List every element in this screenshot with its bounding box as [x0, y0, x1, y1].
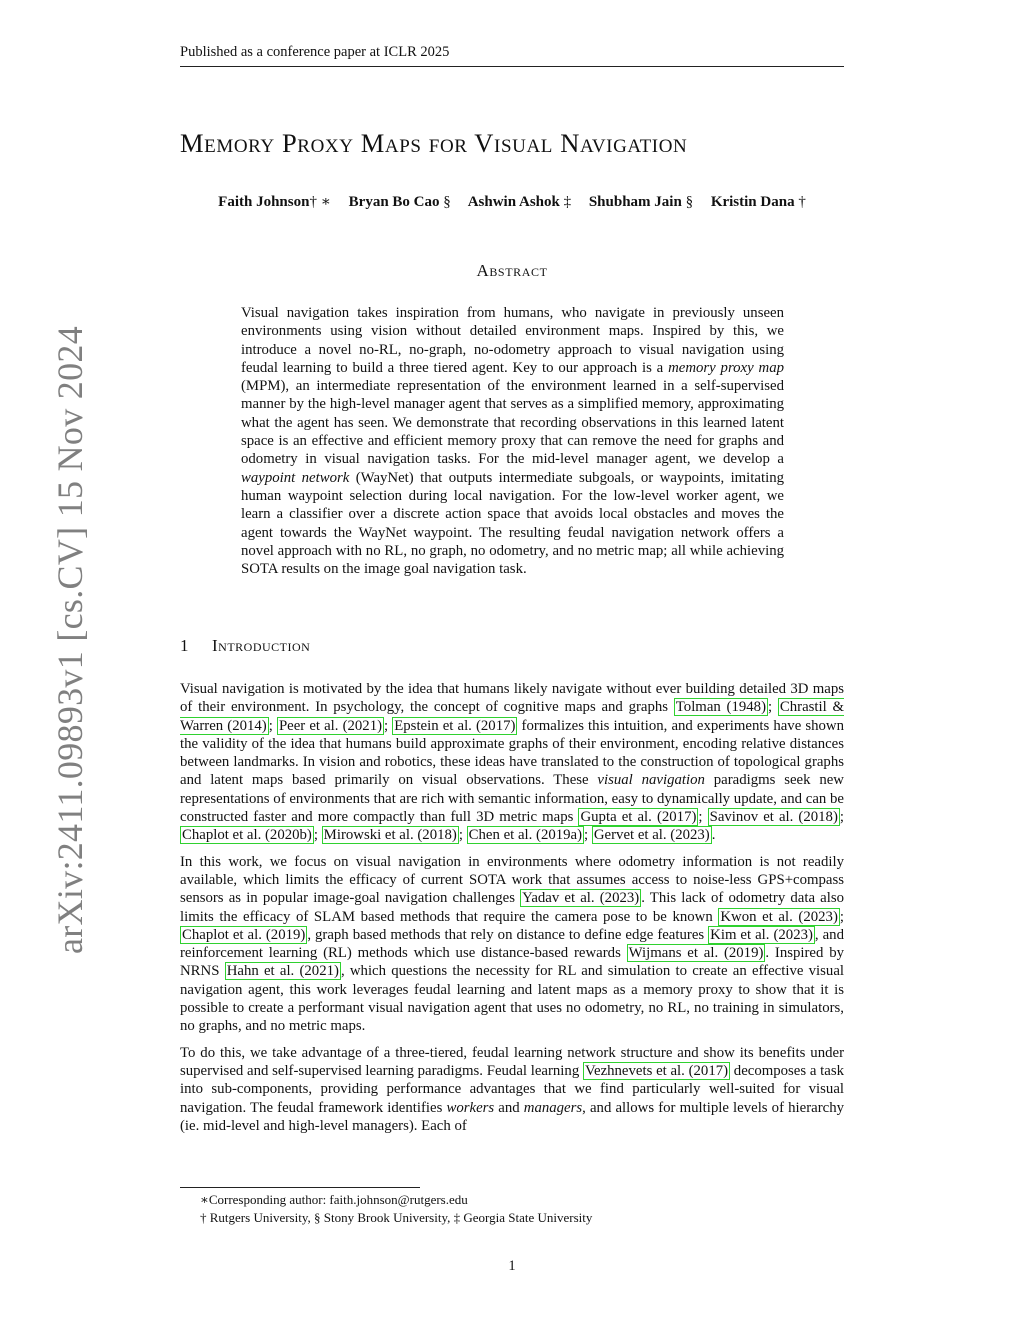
author-name: Faith Johnson — [218, 194, 310, 210]
author-name: Bryan Bo Cao — [348, 194, 440, 210]
citation-link[interactable]: Gervet et al. (2023) — [593, 827, 710, 844]
author-name: Kristin Dana — [710, 194, 795, 210]
footnote-rule — [180, 1187, 420, 1188]
author-list — [180, 192, 844, 211]
abstract-heading: Abstract — [476, 261, 548, 280]
author-affiliation-mark: ‡ — [563, 194, 572, 210]
section-title: Introduction — [212, 636, 311, 655]
citation-link[interactable]: Hahn et al. (2021) — [226, 963, 339, 980]
running-header: Published as a conference paper at ICLR 2025 — [180, 44, 844, 67]
section-heading — [180, 636, 310, 656]
footnote-affiliations: † Rutgers University, § Stony Brook University, ‡ Georgia State University — [200, 1210, 593, 1225]
citation-link[interactable]: Peer et al. (2021) — [278, 717, 383, 734]
citation-link[interactable]: Mirowski et al. (2018) — [323, 827, 457, 844]
citation-link[interactable]: Kim et al. (2023) — [710, 926, 813, 943]
footnotes — [180, 1191, 592, 1227]
section-number: 1 — [180, 636, 189, 655]
emphasis: managers — [523, 1099, 583, 1116]
citation-link[interactable]: Chrastil & Warren (2014) — [180, 699, 844, 734]
citation-link[interactable]: Gupta et al. (2017) — [580, 809, 697, 826]
citation-link[interactable]: Yadav et al. (2023) — [522, 890, 640, 907]
footnote-corresponding-author: ∗Corresponding author: faith.johnson@rutgers.edu — [200, 1192, 468, 1207]
author-name: Ashwin Ashok — [467, 194, 560, 210]
paragraph: Visual navigation is motivated by the idea that humans likely navigate without ever building detailed 3D maps of their environment. In psychology, the concept of cognitive maps and graphs Tolman (1948) ; Chrastil & Warren (2014) ; Peer et al. (2021) ; Epstein et al. (2017) formalizes this intuition, and experiments have shown the validity of the idea that humans build approximate graphs of their environment, encoding relative distances between landmarks. In vision and robotics, these ideas have translated to the construction of topological graphs and latent maps based primarily on visual observations. These visual navigation paradigms seek new representations of environments that are rich with semantic information, easy to dynamically update, and can be constructed faster and more compactly than full 3D metric maps Gupta et al. (2017) ; Savinov et al. (2018) ; Chaplot et al. (2020b) ; Mirowski et al. (2018) ; Chen et al. (2019a) ; Gervet et al. (2023) . — [180, 681, 845, 844]
arxiv-stamp: arXiv:2411.09893v1 [cs.CV] 15 Nov 2024 — [50, 325, 90, 955]
author-affiliation-mark: † ∗ — [309, 194, 331, 210]
citation-link[interactable]: Chaplot et al. (2019) — [182, 926, 306, 943]
citation-link[interactable]: Chaplot et al. (2020b) — [182, 827, 312, 844]
citation-link[interactable]: Epstein et al. (2017) — [394, 717, 516, 734]
emphasis: memory proxy map — [668, 359, 785, 376]
author-affiliation-mark: † — [798, 194, 806, 210]
citation-link[interactable]: Chen et al. (2019a) — [468, 827, 583, 844]
emphasis: workers — [446, 1099, 495, 1116]
emphasis: visual navigation — [597, 772, 705, 789]
page-number: 1 — [508, 1258, 516, 1274]
author-name: Shubham Jain — [588, 194, 682, 210]
citation-link[interactable]: Tolman (1948) — [675, 699, 766, 716]
abstract-text: Visual navigation takes inspiration from humans, who navigate in previously unseen environments using vision without detailed environment maps. Inspired by this, we introduce a novel no-RL, no-graph, no-odometry approach to visual navigation using feudal learning to build a three tiered agent. Key to our approach is a memory proxy map (MPM), an intermediate representation of the environment learned in a self-supervised manner by the high-level manager agent that serves as a simplified memory, approximating what the agent has seen. We demonstrate that recording observations in this learned latent space is an effective and efficient memory proxy that can remove the need for graphs and odometry in visual navigation tasks. For the mid-level manager agent, we develop a waypoint network (WayNet) that outputs intermediate subgoals, or waypoints, imitating human waypoint selection during local navigation. For the low-level worker agent, we learn a classifier over a discrete action space that avoids local obstacles and moves the agent towards the WayNet waypoint. The resulting feudal navigation network offers a novel approach with no RL, no graph, no odometry, and no metric map; all while achieving SOTA results on the image goal navigation task. — [241, 305, 785, 578]
paper-title: Memory Proxy Maps for Visual Navigation — [180, 128, 688, 158]
citation-link[interactable]: Savinov et al. (2018) — [709, 809, 838, 826]
citation-link[interactable]: Vezhnevets et al. (2017) — [584, 1062, 729, 1079]
author-affiliation-mark: § — [685, 194, 694, 210]
citation-link[interactable]: Kwon et al. (2023) — [720, 908, 838, 925]
author-affiliation-mark: § — [443, 194, 451, 210]
paragraph: To do this, we take advantage of a three-tiered, feudal learning network structure and show its benefits under supervised and self-supervised learning paradigms. Feudal learning Vezhnevets et al. (2017) decomposes a task into sub-components, providing performance advantages that we find particularly well-suited for visual navigation. The feudal framework identifies workers and managers, and allows for multiple levels of hierarchy (ie. mid-level and high-level managers). Each of — [180, 1044, 844, 1134]
emphasis: waypoint network — [241, 469, 350, 486]
paragraph: In this work, we focus on visual navigation in environments where odometry information is not readily available, which limits the efficacy of current SOTA work that assumes access to noise-less GPS+compass sensors as in popular image-goal navigation challenges Yadav et al. (2023) . This lack of odometry data also limits the efficacy of SLAM based methods that require the camera pose to be known Kwon et al. (2023) ; Chaplot et al. (2019) , graph based methods that rely on distance to define edge features Kim et al. (2023) , and reinforcement learning (RL) methods which use distance-based rewards Wijmans et al. (2019) . Inspired by NRNS Hahn et al. (2021) , which questions the necessity for RL and simulation to create an effective visual navigation agent, this work leverages feudal learning and latent maps as a memory proxy to show that it is possible to create a performant visual navigation agent that uses no odometry, no RL, no training in simulators, no graphs, and no metric maps. — [180, 853, 845, 1035]
citation-link[interactable]: Wijmans et al. (2019) — [628, 945, 764, 962]
introduction-body — [180, 680, 844, 1143]
